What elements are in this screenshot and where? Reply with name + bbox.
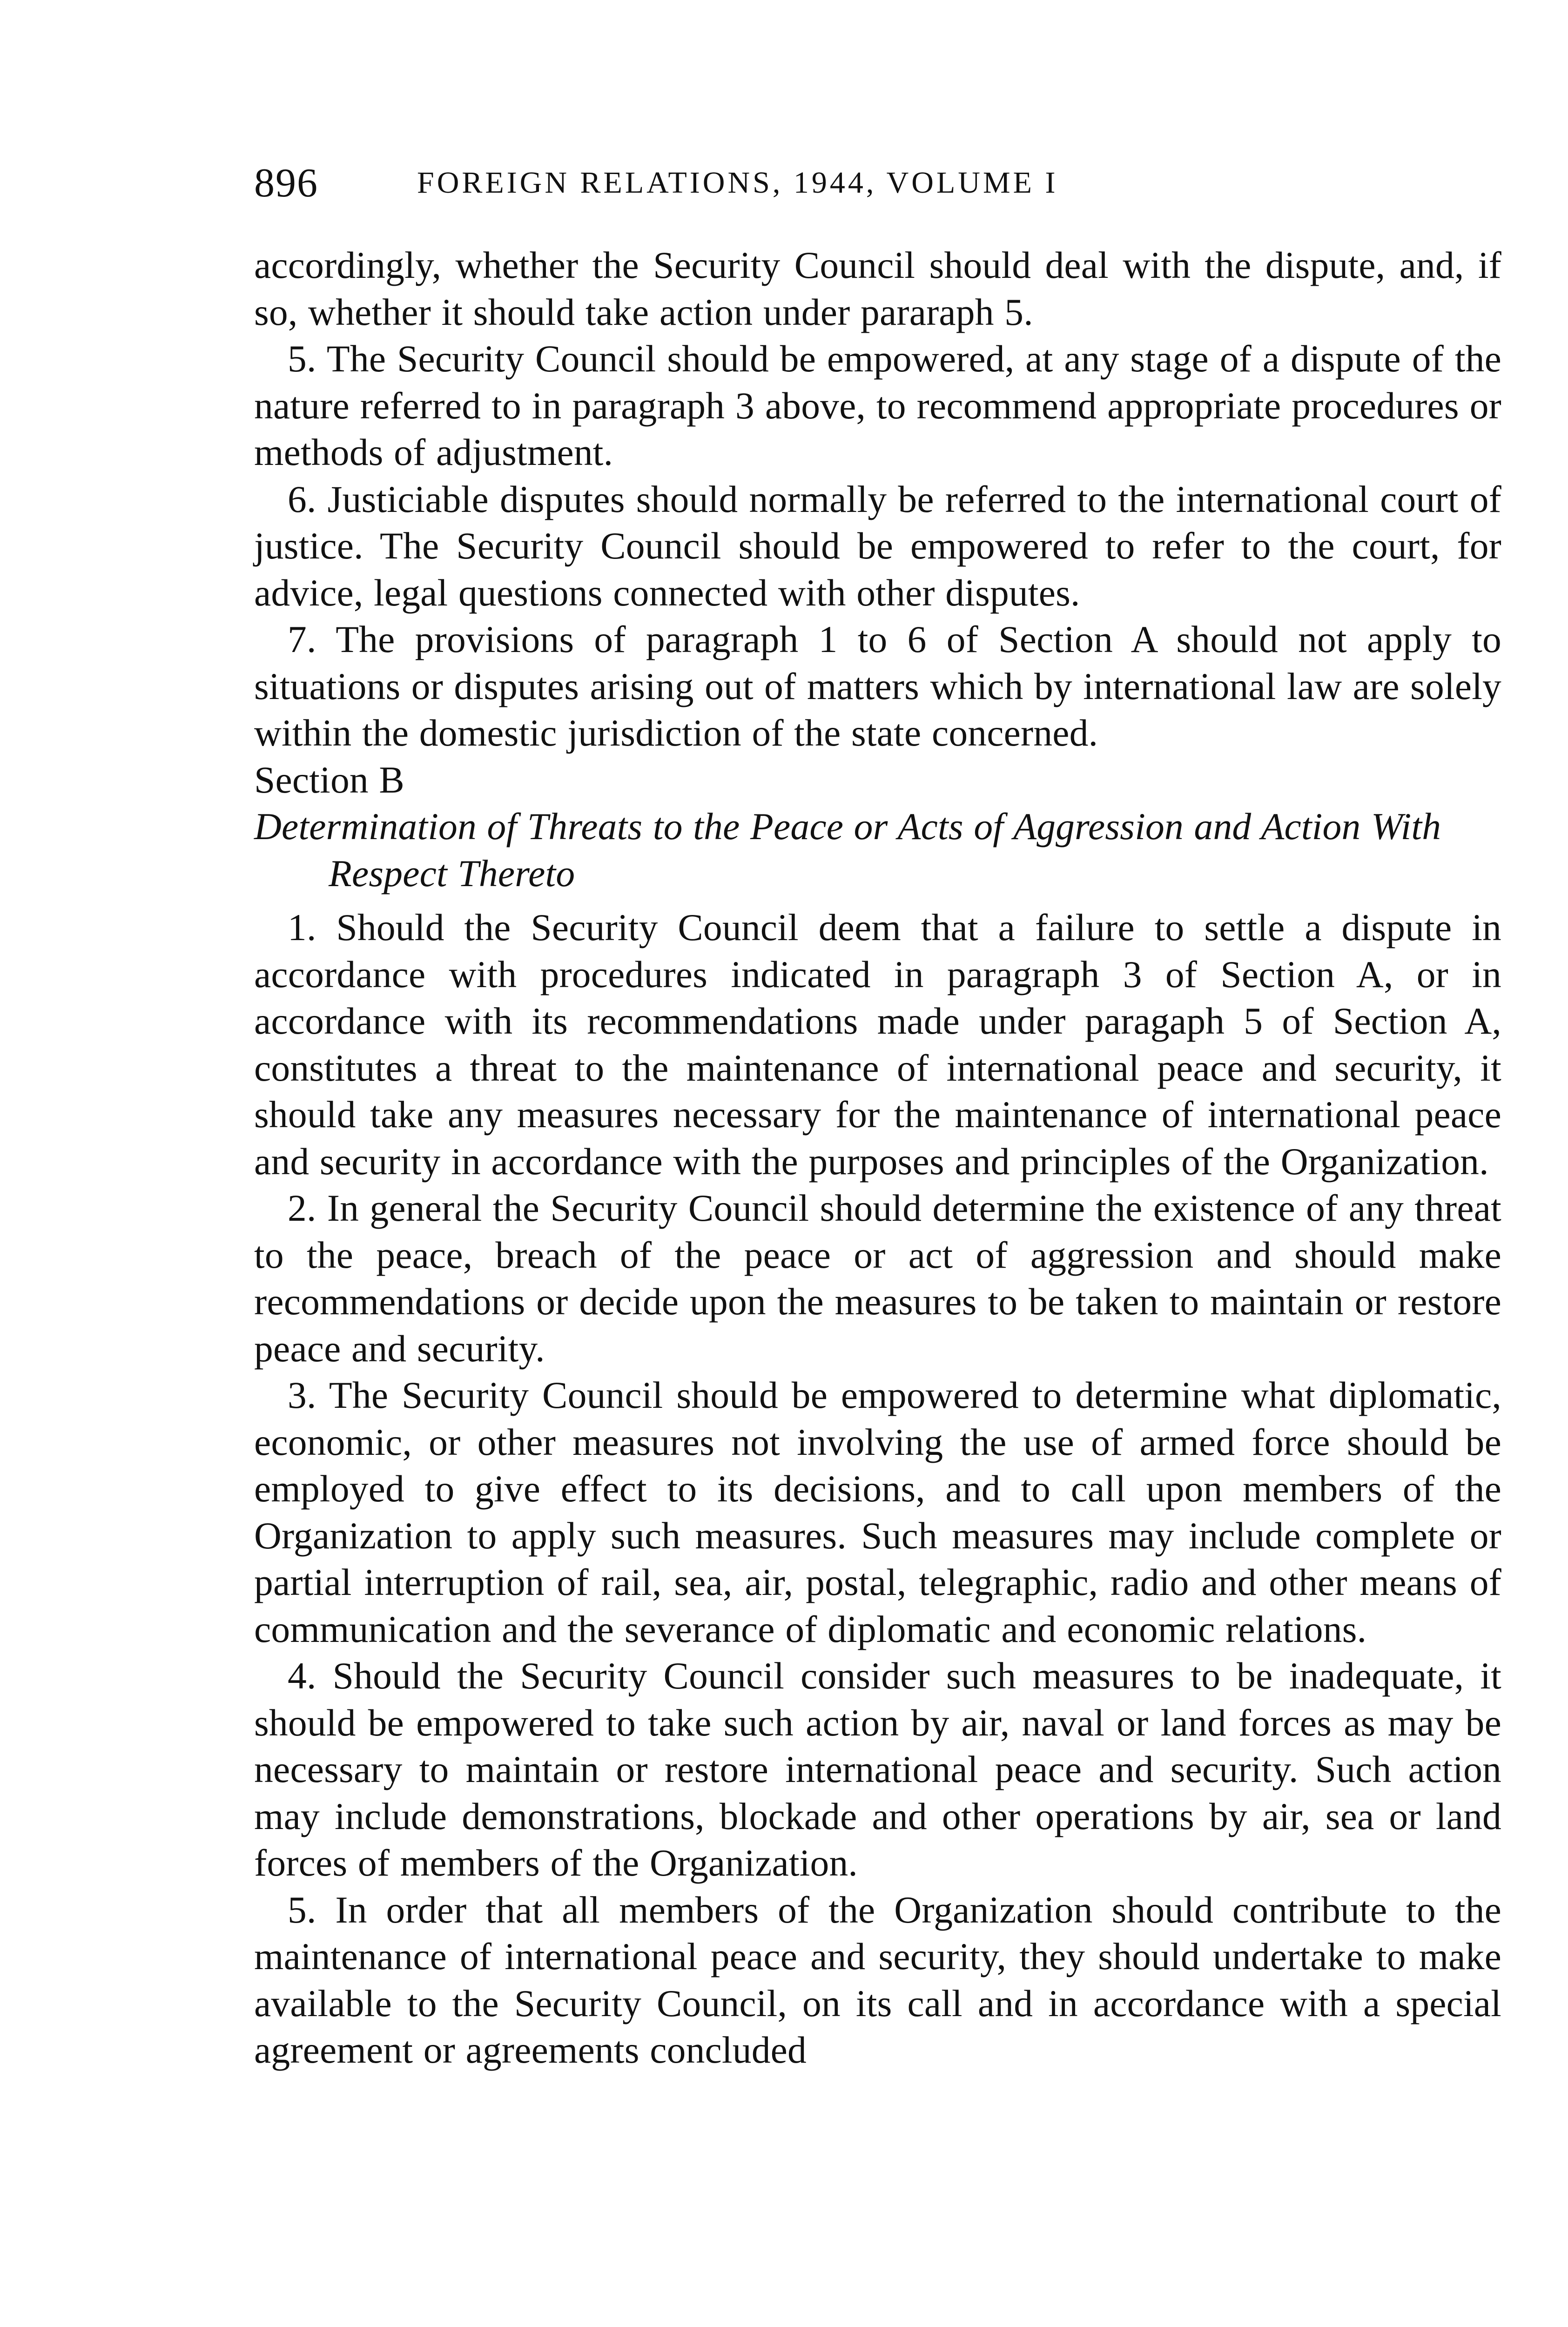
paragraph-b-2: 2. In general the Security Council should determine the existence of any threat to the peace, breach of the peace or act of aggression and should make recommendations or decide upon the measures to be taken to maintain or restore peace and security. xyxy=(254,1187,1501,1370)
body-text xyxy=(254,242,1501,2074)
paragraph-b-4: 4. Should the Security Council consider such measures to be inadequate, it should be empowered to take such action by air, naval or land forces as may be necessary to maintain or restore international peace and security. Such action may include demonstrations, blockade and other operations by air, sea or land forces of members of the Organization. xyxy=(254,1654,1501,1884)
page-header xyxy=(254,154,1501,223)
paragraph-a-6: 6. Justiciable disputes should normally be referred to the international court of justice. The Security Council should be empowered to refer to the court, for advice, legal questions connected with other disputes. xyxy=(254,478,1501,614)
document-page xyxy=(254,154,1501,2074)
paragraph-b-5: 5. In order that all members of the Organization should contribute to the maintenance of international peace and security, they should undertake to make available to the Security Council, on its call and in accordance with a special agreement or agreements concluded xyxy=(254,1888,1501,2071)
section-b-title: Determination of Threats to the Peace or Acts of Aggression and Action With Respect Thereto xyxy=(254,805,1441,894)
paragraph-b-1: 1. Should the Security Council deem that a failure to settle a dispute in accordance with procedures indicated in paragraph 3 of Section A, or in accordance with its recommendations made under paragaph 5 of Section A, constitutes a threat to the maintenance of international peace and security, it should take any measures necessary for the maintenance of international peace and security in accordance with the purposes and principles of the Organization. xyxy=(254,906,1501,1183)
running-head: FOREIGN RELATIONS, 1944, VOLUME I xyxy=(417,166,1058,200)
page-number: 896 xyxy=(254,161,318,206)
paragraph-continuation: accordingly, whether the Security Council should deal with the dispute, and, if so, whether it should take action under pararaph 5. xyxy=(254,244,1501,333)
paragraph-a-5: 5. The Security Council should be empowered, at any stage of a dispute of the nature referred to in paragraph 3 above, to recommend appropriate procedures or methods of adjustment. xyxy=(254,337,1501,473)
section-b-label: Section B xyxy=(254,758,404,801)
paragraph-a-7: 7. The provisions of paragraph 1 to 6 of Section A should not apply to situations or disputes arising out of matters which by international law are solely within the domestic jurisdiction of the state concerned. xyxy=(254,618,1501,754)
paragraph-b-3: 3. The Security Council should be empowered to determine what diplomatic, economic, or other measures not involving the use of armed force should be employed to give effect to its decisions, and to call upon members of the Organization to apply such measures. Such measures may include complete or partial interruption of rail, sea, air, postal, telegraphic, radio and other means of communication and the severance of diplomatic and economic relations. xyxy=(254,1374,1501,1650)
